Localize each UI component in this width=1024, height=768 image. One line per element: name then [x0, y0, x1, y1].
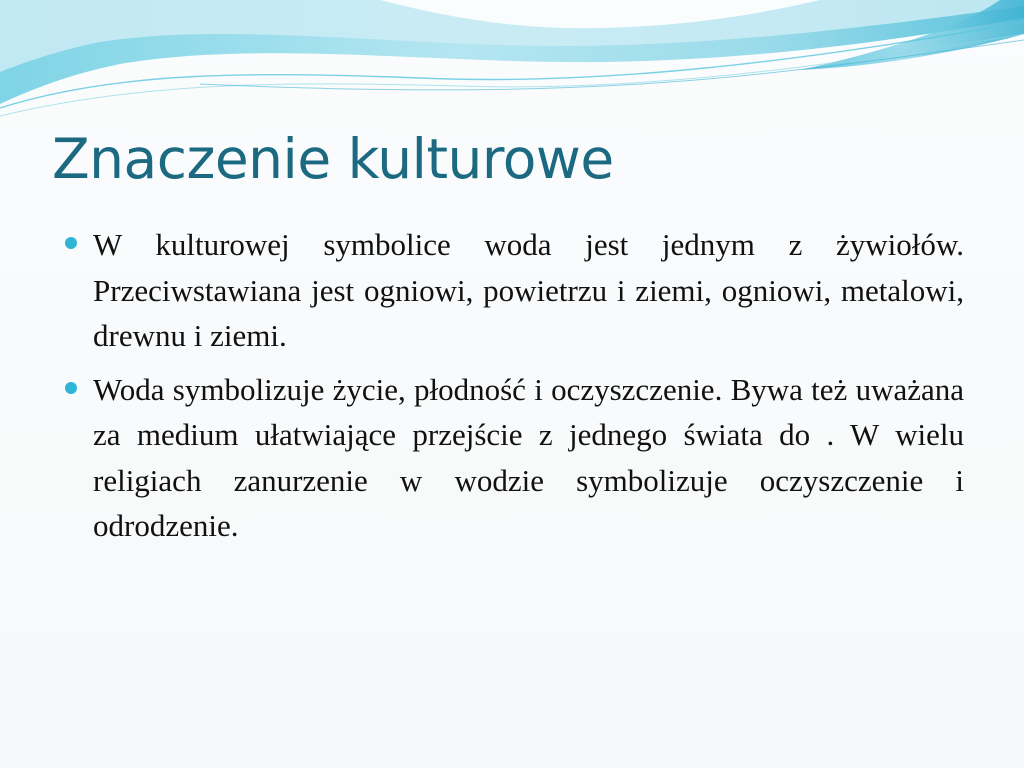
bullet-item — [64, 222, 964, 359]
slide-title: Znaczenie kulturowe — [52, 127, 614, 191]
bullet-dot-icon — [65, 382, 77, 394]
bullet-dot-icon — [65, 237, 77, 249]
bullet-text: Woda symbolizuje życie, płodność i oczyszczenie. Bywa też uważana za medium ułatwiające przejście z jednego świata do . W wielu religiach zanurzenie w wodzie symbolizuje oczyszczenie i odrodzenie. — [93, 371, 964, 543]
header-wave-decoration — [0, 0, 1024, 130]
bullet-text: W kulturowej symbolice woda jest jednym z żywiołów. Przeciwstawiana jest ogniowi, powietrzu i ziemi, ogniowi, metalowi, drewnu i ziemi. — [93, 227, 964, 353]
bullet-item — [64, 367, 964, 549]
bullet-list — [64, 222, 964, 557]
